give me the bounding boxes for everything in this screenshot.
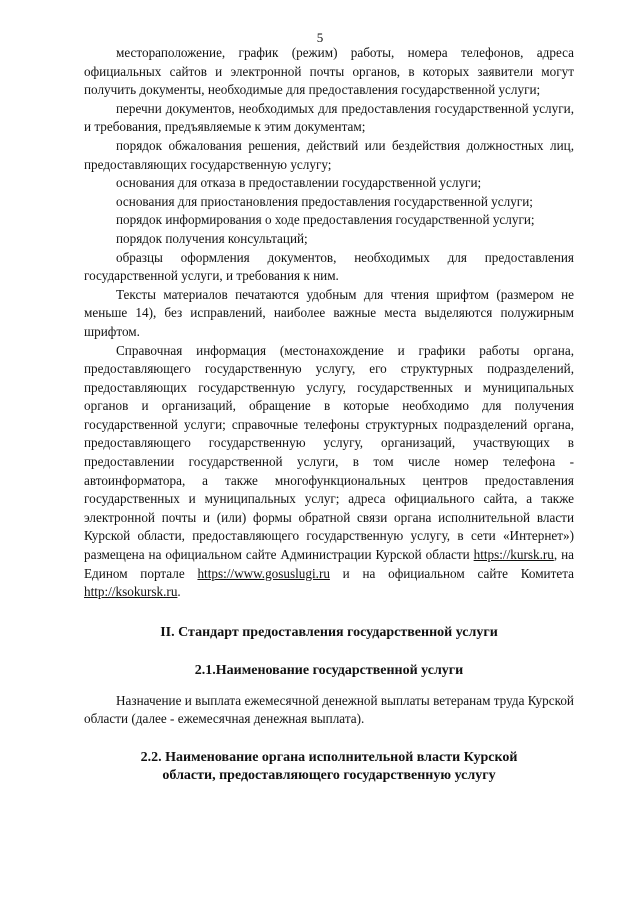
link-gosuslugi[interactable]: https://www.gosuslugi.ru — [197, 565, 330, 581]
paragraph-font-requirements: Тексты материалов печатаются удобным для чтения шрифтом (размером не меньше 14), без исправлений, наиболее важные места выделяются полужирным шрифтом. — [84, 286, 574, 339]
link-kursk[interactable]: https://kursk.ru — [473, 547, 554, 563]
paragraph-location: местораположение, график (режим) работы, номера телефонов, адреса официальных сайтов и электронной почты органов, в которых заявители могут получить документы, необходимые для предоставления государственной услуги; — [84, 45, 574, 98]
paragraph-appeal-procedure: порядок обжалования решения, действий или бездействия должностных лиц, предоставляющих государственную услугу; — [84, 137, 574, 172]
reference-end: . — [177, 584, 181, 600]
paragraph-document-samples: образцы оформления документов, необходимых для предоставления государственной услуги, и требования к ним. — [84, 249, 574, 284]
paragraph-reference-info — [84, 342, 574, 602]
subsection-1-text: Назначение и выплата ежемесячной денежной выплаты ветеранам труда Курской области (далее - ежемесячная денежная выплата). — [84, 692, 574, 727]
paragraph-documents-list: перечни документов, необходимых для предоставления государственной услуги, и требования, предъявляемые к этим документам; — [84, 100, 574, 135]
subsection-2-title-line2: области, предоставляющего государственную услугу — [162, 768, 496, 783]
paragraph-refusal-grounds: основания для отказа в предоставлении государственной услуги; — [116, 175, 482, 191]
paragraph-consultations: порядок получения консультаций; — [116, 230, 308, 246]
reference-text: Справочная информация (местонахождение и графики работы органа, предоставляющего государственную услугу, его структурных подразделений, предоставляющих государственную услугу, государственных и муниципальных органов и организаций, обращение в которые необходимо для получения государственной услуги; справочные телефоны структурных подразделений органа, предоставляющего государственную услугу, организаций, участвующих в предоставлении государственной услуги, в том числе номер телефона - автоинформатора, а также многофункциональных центров предоставления государственных и муниципальных услуг; адреса официального сайта, а также электронной почты и (или) формы обратной связи органа исполнительной власти Курской области, предоставляющего государственную услугу, в сети «Интернет») размещена на официальном сайте Администрации Курской области — [84, 342, 574, 563]
reference-mid2: и на официальном сайте Комитета — [342, 565, 574, 581]
subsection-2-title-line1: 2.2. Наименование органа исполнительной власти Курской — [140, 750, 518, 765]
paragraph-suspension-grounds: основания для приостановления предоставления государственной услуги; — [116, 193, 533, 209]
document-body — [84, 44, 574, 785]
reference-mid: , на Едином портале — [84, 547, 574, 581]
section-title: II. Стандарт предоставления государственной услуги — [160, 624, 498, 640]
paragraph-informing-procedure: порядок информирования о ходе предоставления государственной услуги; — [116, 212, 535, 228]
page-number: 5 — [316, 30, 324, 45]
subsection-2-title — [84, 749, 574, 785]
link-ksokursk[interactable]: http://ksokursk.ru — [84, 584, 178, 600]
subsection-1-title: 2.1.Наименование государственной услуги — [194, 662, 464, 678]
